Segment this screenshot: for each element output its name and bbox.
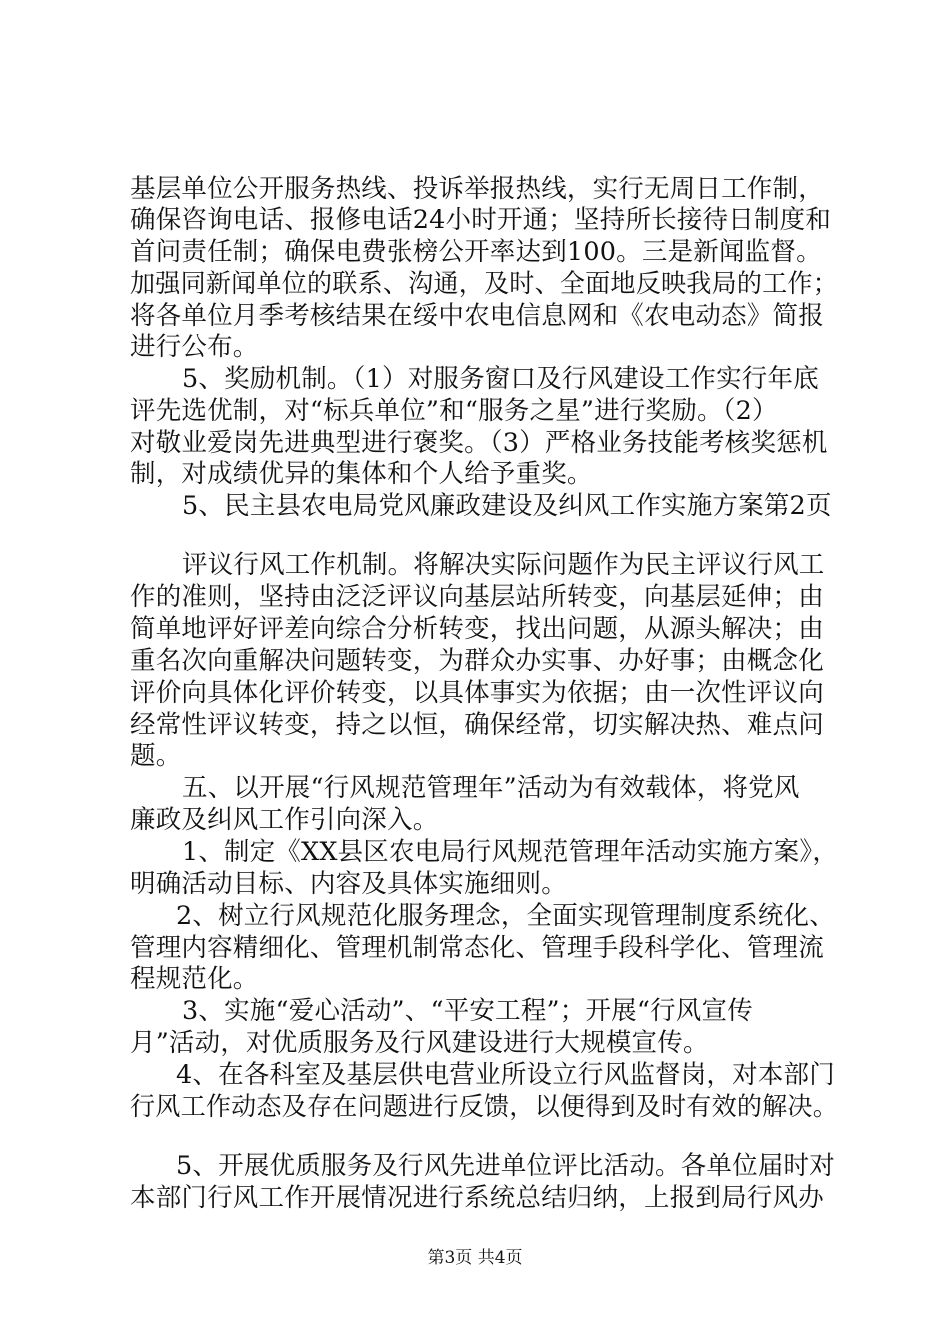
text-line: 制，对成绩优异的集体和个人给予重奖。	[130, 459, 593, 489]
text-line: 本部门行风工作开展情况进行系统总结归纳，上报到局行风办	[130, 1183, 824, 1213]
text-line: 对敬业爱岗先进典型进行褒奖。（3）严格业务技能考核奖惩机	[130, 428, 828, 458]
text-line: 加强同新闻单位的联系、沟通，及时、全面地反映我局的工作；	[130, 269, 838, 299]
text-line: 重名次向重解决问题转变，为群众办实事、办好事；由概念化	[130, 646, 824, 676]
text-line: 5、开展优质服务及行风先进单位评比活动。各单位届时对	[176, 1151, 835, 1181]
text-line: 评议行风工作机制。将解决实际问题作为民主评议行风工	[182, 550, 825, 580]
text-line: 简单地评好评差向综合分析转变，找出问题，从源头解决；由	[130, 614, 824, 644]
text-line: 5、奖励机制。（1）对服务窗口及行风建设工作实行年底	[182, 364, 819, 394]
text-line: 将各单位月季考核结果在绥中农电信息网和《农电动态》简报	[130, 301, 824, 331]
text-line: 3、实施“爱心活动”、“平安工程”；开展“行风宣传	[182, 996, 753, 1026]
text-line: 评先选优制，对“标兵单位”和“服务之星”进行奖励。（2）	[130, 396, 778, 426]
text-line: 程规范化。	[130, 964, 259, 994]
text-line: 进行公布。	[130, 332, 259, 362]
text-line: 评价向具体化评价转变，以具体事实为依据；由一次性评议向	[130, 678, 824, 708]
text-line: 明确活动目标、内容及具体实施细则。	[130, 869, 567, 899]
text-line: 5、民主县农电局党风廉政建设及纠风工作实施方案第2页	[182, 491, 832, 521]
text-line: 确保咨询电话、报修电话24小时开通；坚持所长接待日制度和	[130, 205, 832, 235]
text-line: 4、在各科室及基层供电营业所设立行风监督岗，对本部门	[176, 1060, 835, 1090]
text-line: 基层单位公开服务热线、投诉举报热线，实行无周日工作制，	[130, 174, 824, 204]
page-number: 第3页 共4页	[427, 1248, 523, 1268]
text-line: 五、以开展“行风规范管理年”活动为有效载体，将党风	[182, 773, 800, 803]
page-footer	[0, 1247, 950, 1269]
text-line: 管理内容精细化、管理机制常态化、管理手段科学化、管理流	[130, 933, 824, 963]
text-line: 行风工作动态及存在问题进行反馈，以便得到及时有效的解决。	[130, 1092, 838, 1122]
text-line: 1、制定《XX县区农电局行风规范管理年活动实施方案》，	[182, 837, 838, 867]
text-line: 首问责任制；确保电费张榜公开率达到100。三是新闻监督。	[130, 237, 822, 267]
text-line: 2、树立行风规范化服务理念，全面实现管理制度系统化、	[176, 901, 835, 931]
text-line: 题。	[130, 741, 182, 771]
text-line: 经常性评议转变，持之以恒，确保经常，切实解决热、难点问	[130, 710, 824, 740]
text-line: 月”活动，对优质服务及行风建设进行大规模宣传。	[130, 1028, 709, 1058]
text-line: 作的准则，坚持由泛泛评议向基层站所转变，向基层延伸；由	[130, 582, 824, 612]
text-line: 廉政及纠风工作引向深入。	[130, 805, 439, 835]
